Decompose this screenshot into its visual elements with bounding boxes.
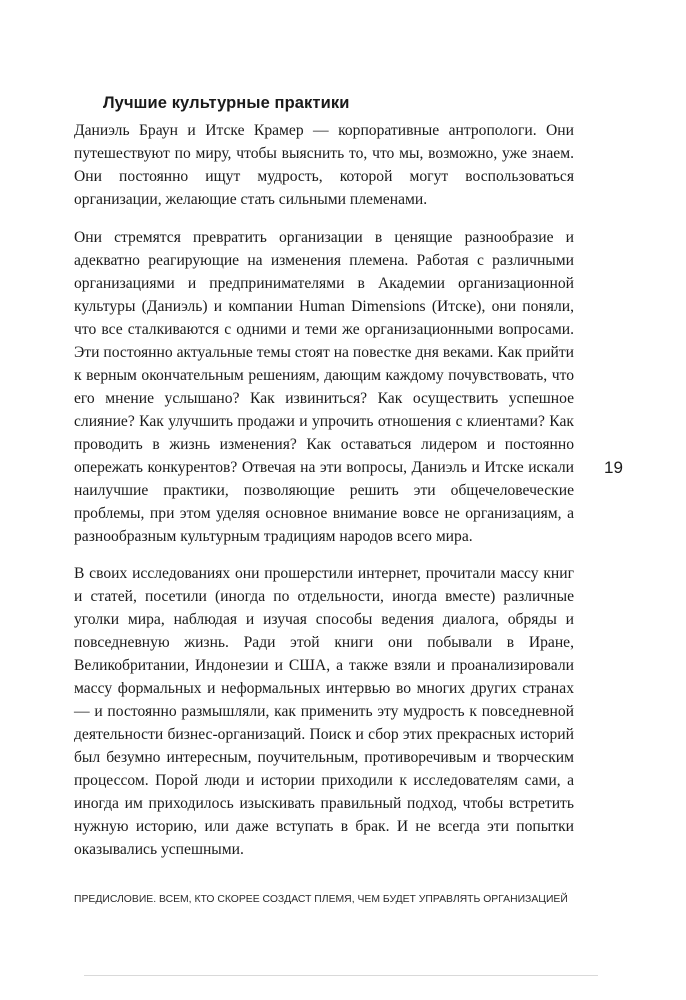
page-number: 19	[604, 458, 623, 477]
running-footer: ПРЕДИСЛОВИЕ. ВСЕМ, КТО СКОРЕЕ СОЗДАСТ ПЛЕМЯ, ЧЕМ БУДЕТ УПРАВЛЯТЬ ОРГАНИЗАЦИЕЙ	[74, 894, 568, 905]
paragraph-intro: Даниэль Браун и Итске Крамер — корпоративные антропологи. Они путешествуют по миру, чтобы выяснить то, что мы, возможно, уже знаем. Они постоянно ищут мудрость, которой могут воспользоваться организации, желающие стать сильными племенами.	[74, 122, 574, 208]
bottom-divider	[84, 975, 598, 976]
section-heading: Лучшие культурные практики	[103, 94, 350, 112]
paragraph-research: В своих исследованиях они прошерстили интернет, прочитали массу книг и статей, посетили (иногда по отдельности, иногда вместе) различные уголки мира, наблюдая и изучая способы ведения диалога, обряды и повседневную жизнь. Ради этой книги они побывали в Иране, Великобритании, Индонезии и США, а также взяли и проанализировали массу формальных и неформальных интервью во многих других странах — и постоянно размышляли, как применить эту мудрость к повседневной деятельности бизнес-организаций. Поиск и сбор этих прекрасных историй был безумно интересным, поучительным, противоречивым и творческим процессом. Порой люди и истории приходили к исследователям сами, а иногда им приходилось изыскивать правильный подход, чтобы встретить нужную историю, или даже вступать в брак. И не всегда эти попытки оказывались успешными.	[74, 565, 574, 858]
paragraph-organizations: Они стремятся превратить организации в ценящие разнообразие и адекватно реагирующие на изменения племена. Работая с различными организациями и предпринимателями в Академии организационной культуры (Даниэль) и компании Human Dimensions (Итске), они поняли, что все сталкиваются с одними и теми же организационными вопросами. Эти постоянно актуальные темы стоят на повестке дня веками. Как прийти к верным окончательным решениям, дающим каждому почувствовать, что его мнение услышано? Как извиниться? Как осуществить успешное слияние? Как улучшить продажи и упрочить отношения с клиентами? Как проводить в жизнь изменения? Как оставаться лидером и постоянно опережать конкурентов? Отвечая на эти вопросы, Даниэль и Итске искали наилучшие практики, позволяющие решить эти общечеловеческие проблемы, при этом уделяя основное внимание вовсе не организациям, а разнообразным культурным традициям народов всего мира.	[74, 229, 574, 545]
